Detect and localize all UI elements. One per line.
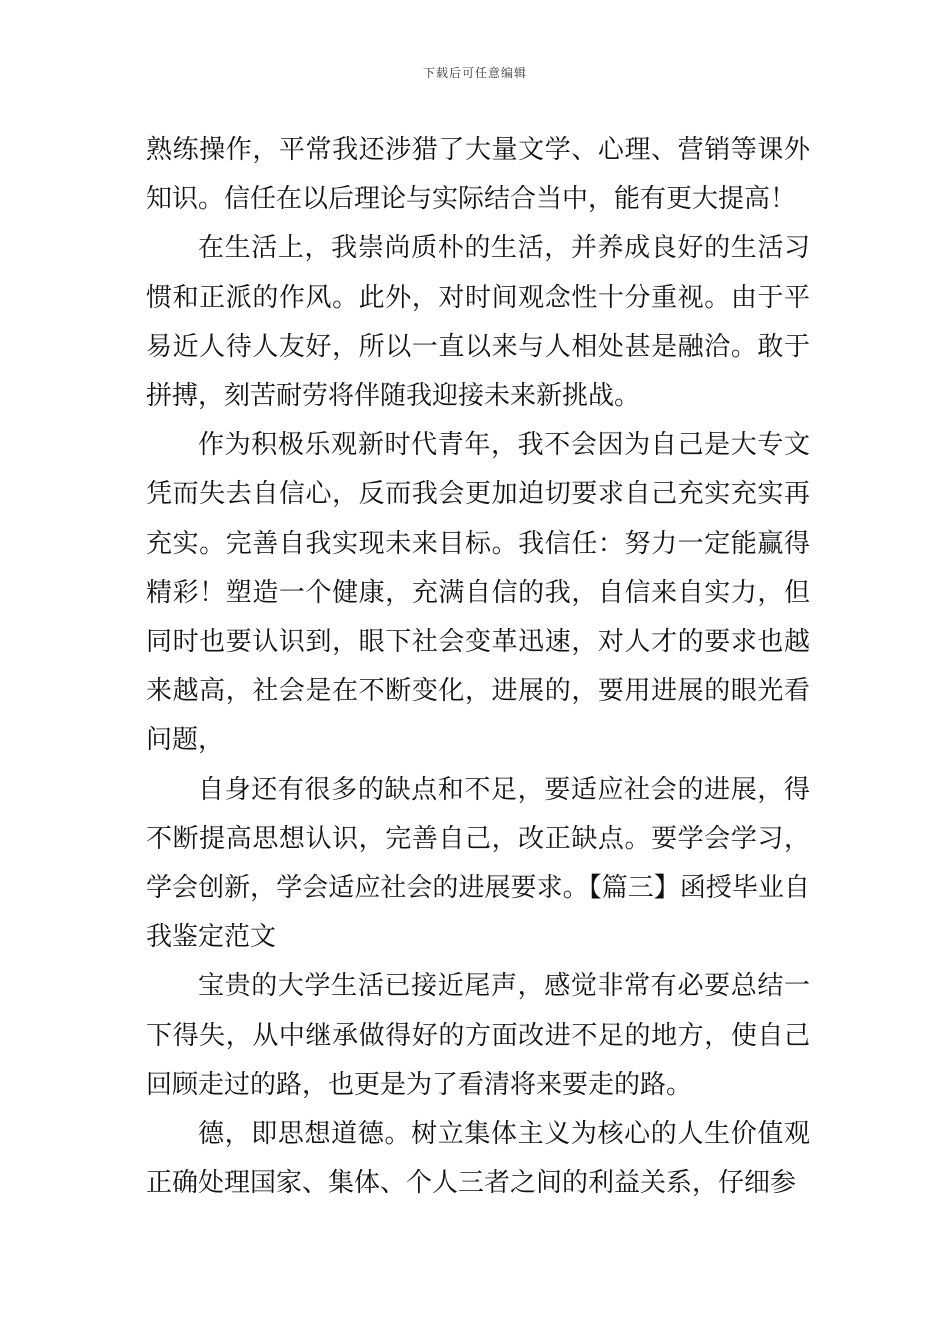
paragraph-2: 在生活上，我崇尚质朴的生活，并养成良好的生活习惯和正派的作风。此外，对时间观念性十分重视。由于平易近人待人友好，所以一直以来与人相处甚是融洽。敢于拼搏，刻苦耐劳将伴随我迎接未来新挑战。 xyxy=(146,233,810,412)
paragraph-1: 熟练操作，平常我还涉猎了大量文学、心理、营销等课外知识。信任在以后理论与实际结合当中，能有更大提高！ xyxy=(146,135,810,215)
paragraph-5: 宝贵的大学生活已接近尾声，感觉非常有必要总结一下得失，从中继承做得好的方面改进不足的地方，使自己回顾走过的路，也更是为了看清将来要走的路。 xyxy=(146,971,810,1100)
page-header: 下载后可任意编辑 xyxy=(422,66,527,80)
paragraph-4: 自身还有很多的缺点和不足，要适应社会的进展，得不断提高思想认识，完善自己，改正缺点。要学会学习，学会创新，学会适应社会的进展要求。【篇三】函授毕业自我鉴定范文 xyxy=(146,774,810,953)
paragraph-6: 德，即思想道德。树立集体主义为核心的人生价值观正确处理国家、集体、个人三者之间的利益关系，仔细参 xyxy=(146,1119,810,1199)
paragraph-3: 作为积极乐观新时代青年，我不会因为自己是大专文凭而失去自信心，反而我会更加迫切要求自己充实充实再充实。完善自我实现未来目标。我信任：努力一定能赢得精彩！塑造一个健康，充满自信的我，自信来自实力，但同时也要认识到，眼下社会变革迅速，对人才的要求也越来越高，社会是在不断变化，进展的，要用进展的眼光看问题， xyxy=(146,430,810,756)
document-body xyxy=(146,126,810,1208)
